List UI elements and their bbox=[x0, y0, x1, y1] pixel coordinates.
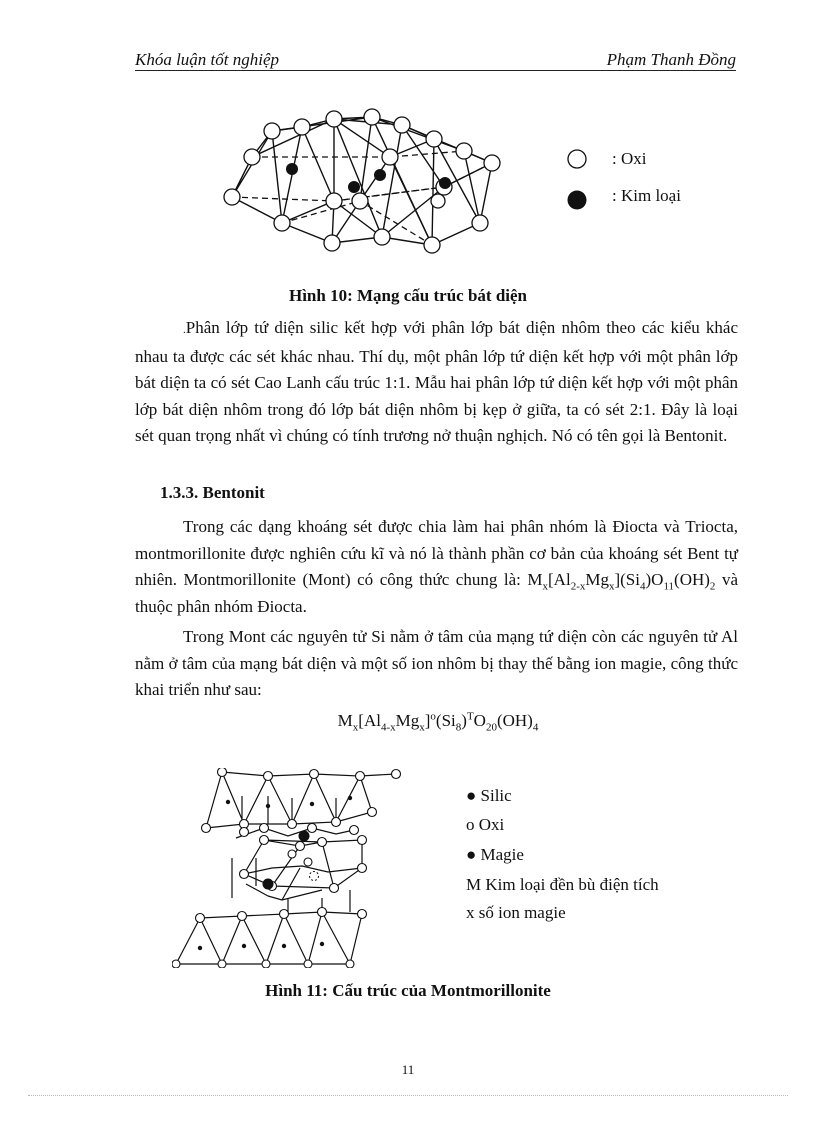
legend-magie: ● Magie bbox=[466, 845, 524, 864]
header-left: Khóa luận tốt nghiệp bbox=[135, 50, 280, 69]
legend-silic: ● Silic bbox=[466, 786, 512, 805]
legend-oxygen: : Oxi bbox=[612, 149, 647, 168]
paragraph-2-tail: và thuộc phân nhóm Điocta. bbox=[135, 570, 738, 616]
header-right: Phạm Thanh Đồng bbox=[606, 50, 736, 69]
footer-rule bbox=[28, 1095, 788, 1096]
figure10-caption: Hình 10: Mạng cấu trúc bát diện bbox=[288, 286, 528, 305]
paragraph-2-text: Trong các dạng khoáng sét được chia làm hai phân nhóm là Điocta và Triocta, montmorillonite được nghiên cứu kĩ và nó là thành phần cơ bản của khoáng sét Bent tự nhiên. Montmorillonite (Mont) có công thức chung là: bbox=[135, 517, 738, 589]
legend-metal: : Kim loại bbox=[612, 186, 681, 205]
montmorillonite-structure-diagram bbox=[172, 768, 404, 968]
legend-metal-compensation: M Kim loại đền bù điện tích bbox=[466, 875, 659, 894]
page-number: 11 bbox=[401, 1062, 415, 1077]
legend-oxi: o Oxi bbox=[466, 815, 505, 834]
metal-legend-icon bbox=[566, 189, 588, 211]
header-rule bbox=[135, 70, 736, 71]
paragraph-1 bbox=[135, 315, 738, 450]
section-heading: 1.3.3. Bentonit bbox=[160, 483, 265, 502]
formula-general: $M_x[Al_{2-x}Mg_x](Si_4)O_{11}(OH)_2$ bbox=[527, 570, 716, 593]
oxygen-legend-icon bbox=[566, 148, 588, 170]
figure11-caption: Hình 11: Cấu trúc của Montmorillonite bbox=[265, 981, 551, 1000]
paragraph-1-text: Phân lớp tứ diện silic kết hợp với phân lớp bát diện nhôm theo các kiểu khác nhau ta được các sét khác nhau. Thí dụ, một phân lớp tứ diện kết hợp với một phân lớp bát diện ta có sét Cao Lanh cấu trúc 1:1. Mẫu hai phân lớp tứ diện kết hợp với một phân lớp bát diện nhôm trong đó lớp bát diện nhôm bị kẹp ở giữa, ta có sét 2:1. Đây là loại sét quan trọng nhất vì chúng có tính trương nở thuận nghịch. Nó có tên gọi là Bentonit. bbox=[135, 318, 738, 445]
formula-expanded: $M_x[Al_{4-x}Mg_x]^o(Si_8)^TO_{20}(OH)_4$ bbox=[337, 710, 539, 734]
paragraph-3: Trong Mont các nguyên tử Si nằm ở tâm của mạng tứ diện còn các nguyên tử Al nằm ở tâm của mạng bát diện và một số ion nhôm bị thay thế bằng ion magie, công thức khai triển như sau: bbox=[135, 627, 738, 699]
paragraph-2 bbox=[135, 514, 738, 620]
octahedral-lattice-diagram bbox=[222, 105, 512, 263]
paragraph-1-mark: . bbox=[183, 324, 186, 336]
legend-magnesium-ions: x số ion magie bbox=[466, 903, 566, 922]
